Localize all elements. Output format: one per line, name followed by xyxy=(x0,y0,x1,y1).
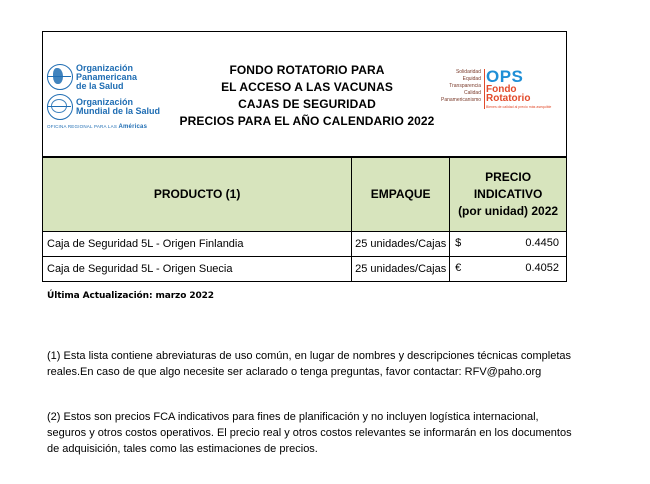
price-value: 0.4450 xyxy=(525,237,559,249)
currency-symbol: $ xyxy=(455,237,462,249)
header-price-line2: INDICATIVO xyxy=(473,187,543,201)
ops-tagline: Bienes de calidad al precio más asequible xyxy=(486,105,552,109)
footnote-2-line1: (2) Estos son precios FCA indicativos para fines de planificación y no incluyen logística internacional, xyxy=(47,411,539,423)
footnote-2-line3: de adquisición, tales como las estimaciones de precios. xyxy=(47,443,318,455)
header-price-line3: (por unidad) 2022 xyxy=(458,204,559,218)
paho-globe-icon xyxy=(47,64,73,90)
footnote-1-line1: (1) Esta lista contiene abreviaturas de uso común, en lugar de nombres y descripciones técnicas completas xyxy=(47,350,571,362)
price-value: 0.4052 xyxy=(525,262,559,274)
cell-packaging: 25 unidades/Cajas xyxy=(352,257,450,282)
regional-office-tagline xyxy=(47,124,175,130)
cell-price xyxy=(450,232,567,257)
rotatorio-wordmark: Rotatorio xyxy=(486,93,531,104)
header-price-line1: PRECIO xyxy=(485,170,532,184)
value-item: Panamericanismo xyxy=(441,97,482,103)
value-item: Transparencia xyxy=(449,83,481,89)
cell-price xyxy=(450,257,567,282)
header-box xyxy=(42,31,567,157)
who-name-line1: Organización xyxy=(76,97,134,107)
footnote-2-line2: seguros y otros costos operativos. El precio real y otros costos relevantes se informarán en los documentos xyxy=(47,427,572,439)
title-line-1: FONDO ROTATORIO PARA xyxy=(229,63,385,77)
ops-wordmark: OPS xyxy=(486,67,524,86)
header-price xyxy=(450,158,567,232)
header-packaging: EMPAQUE xyxy=(352,158,450,232)
title-line-2: EL ACCESO A LAS VACUNAS xyxy=(221,80,393,94)
value-item: Solidaridad xyxy=(455,69,481,75)
title-line-3: CAJAS DE SEGURIDAD xyxy=(238,97,376,111)
cell-product: Caja de Seguridad 5L - Origen Suecia xyxy=(43,257,352,282)
tagline-prefix: OFICINA REGIONAL PARA LAS xyxy=(47,124,118,129)
table-row xyxy=(43,232,567,257)
values-list xyxy=(441,69,481,104)
paho-name-line1: Organización xyxy=(76,62,134,73)
footnote-1-line2: reales.En caso de que algo necesite ser aclarado o tenga preguntas, favor contactar: RFV@paho.org xyxy=(47,366,542,378)
who-name-line2: Mundial de la Salud xyxy=(76,106,161,116)
value-item: Calidad xyxy=(464,90,481,96)
footnote-2 xyxy=(47,409,587,457)
paho-name-line3: de la Salud xyxy=(76,80,124,91)
table-header-row xyxy=(43,158,567,232)
footnote-1 xyxy=(47,348,587,380)
header-product: PRODUCTO (1) xyxy=(43,158,352,232)
paho-who-logo xyxy=(47,62,175,132)
last-update-note: Última Actualización: marzo 2022 xyxy=(47,291,214,301)
value-item: Equidad xyxy=(462,76,481,82)
table-row xyxy=(43,257,567,282)
cell-product: Caja de Seguridad 5L - Origen Finlandia xyxy=(43,232,352,257)
document-title xyxy=(173,62,441,130)
who-emblem-icon xyxy=(47,94,73,120)
currency-symbol: € xyxy=(455,262,462,274)
title-line-4: PRECIOS PARA EL AÑO CALENDARIO 2022 xyxy=(179,114,435,128)
fondo-wordmark: Fondo xyxy=(486,84,517,95)
paho-name-line2: Panamericana xyxy=(76,71,138,82)
ops-fondo-rotatorio-logo xyxy=(441,69,565,119)
logo-divider xyxy=(484,69,485,109)
cell-packaging: 25 unidades/Cajas xyxy=(352,232,450,257)
tagline-americas: Américas xyxy=(118,124,148,130)
price-table xyxy=(42,157,567,282)
